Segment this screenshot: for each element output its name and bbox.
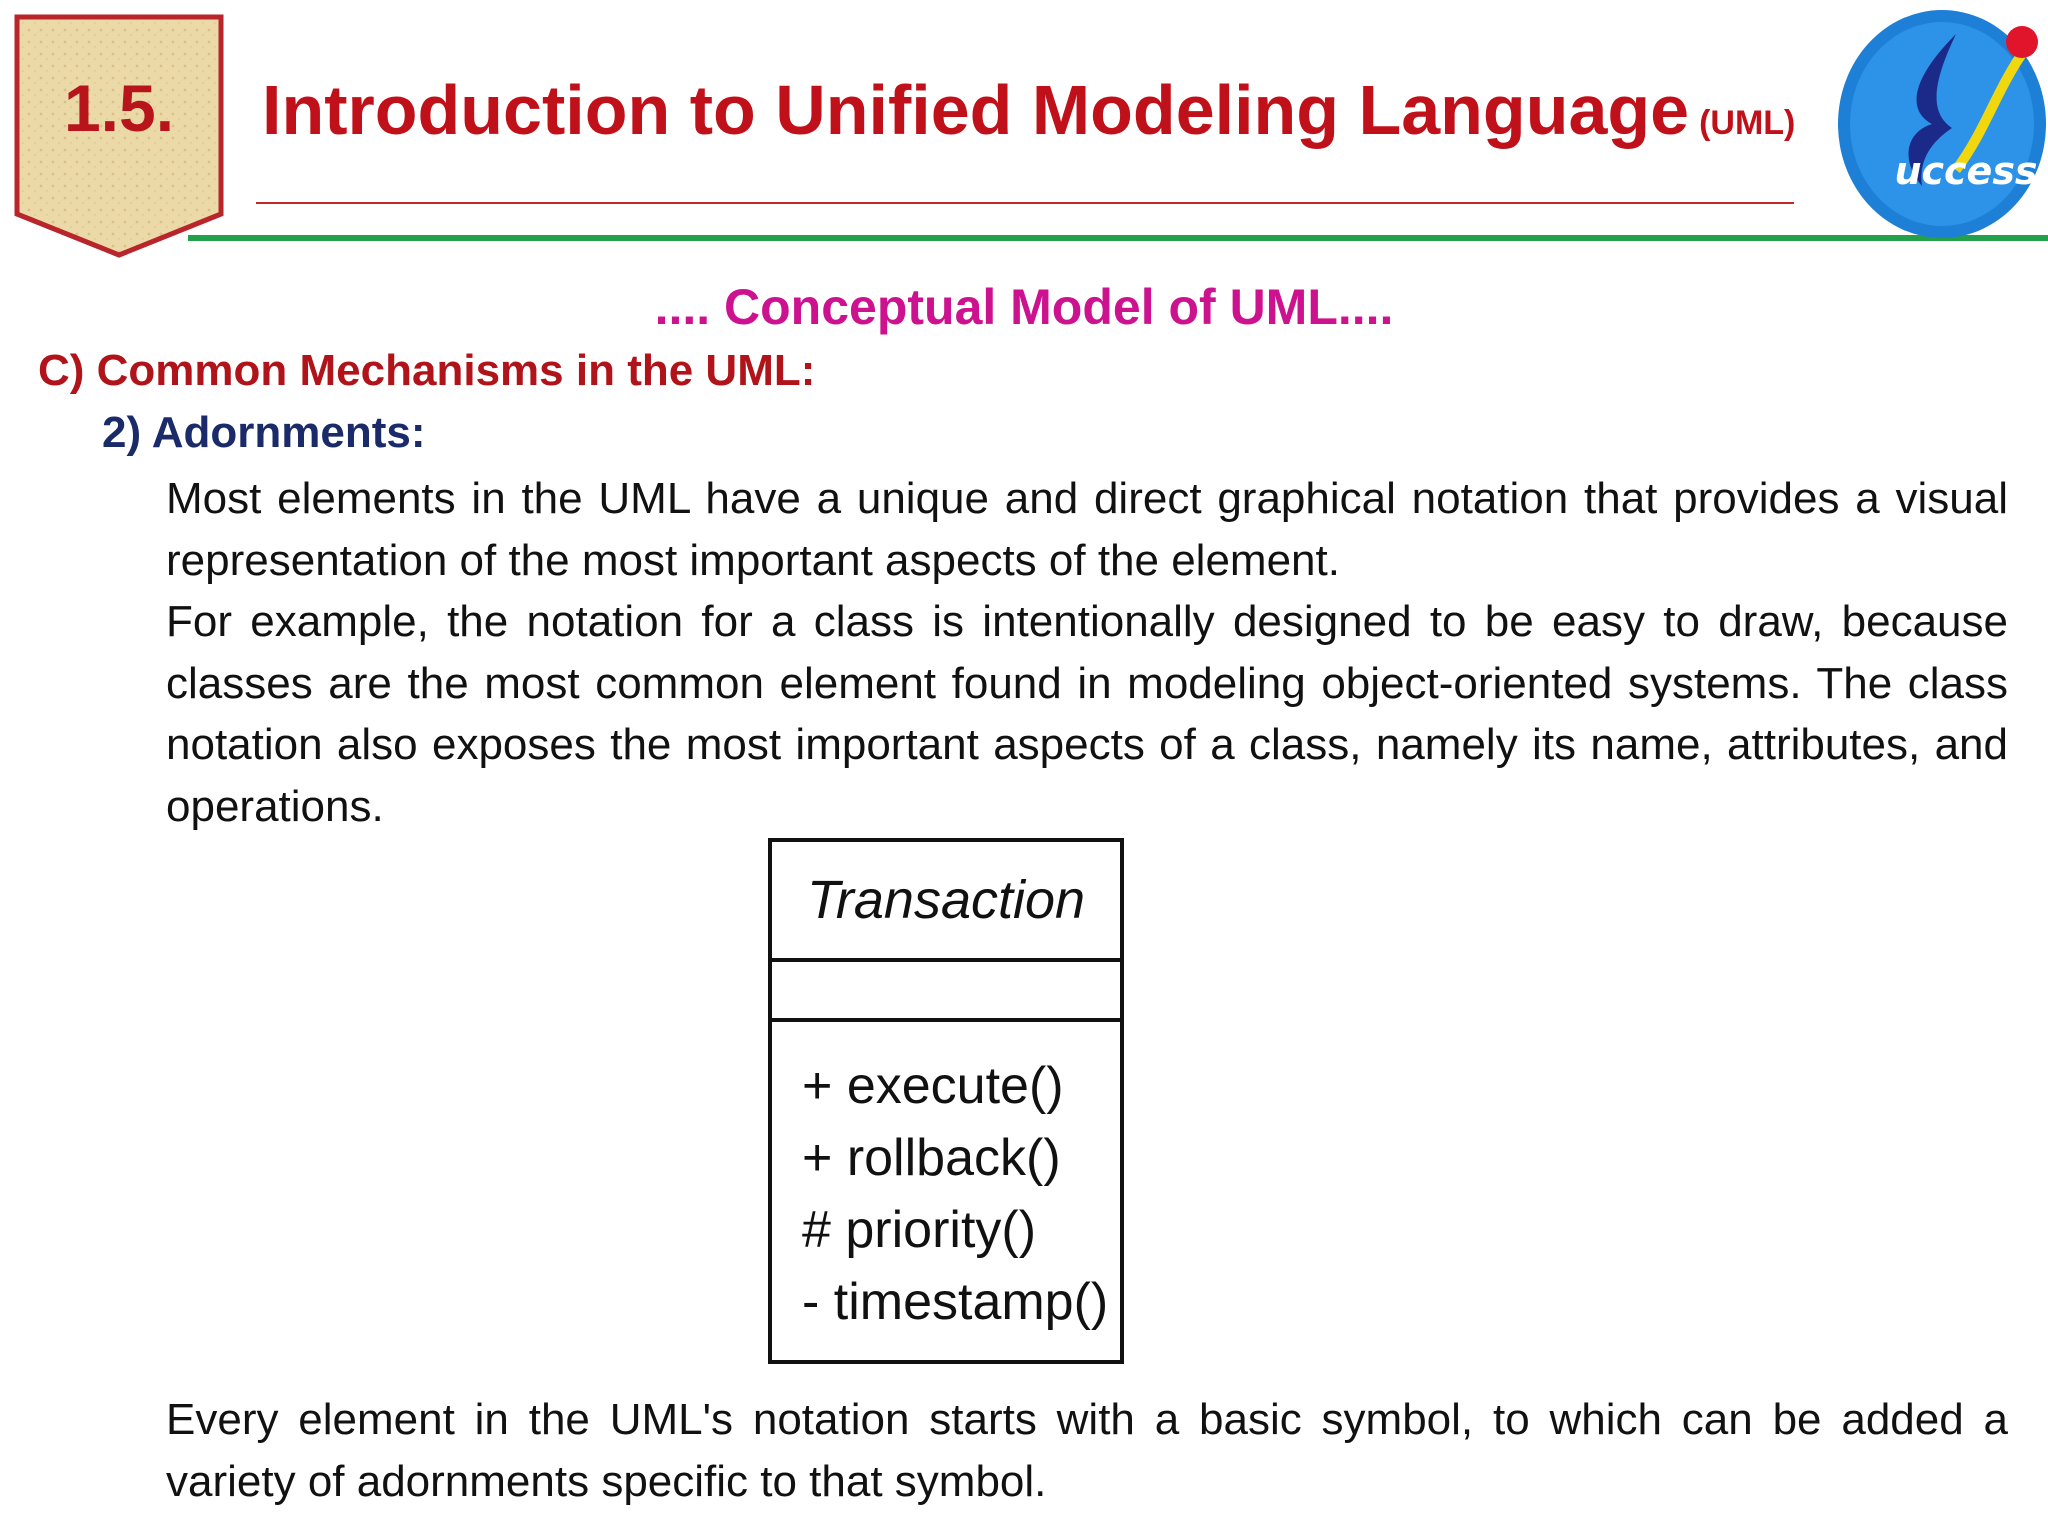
header-divider bbox=[188, 235, 2048, 241]
slide-subtitle: .... Conceptual Model of UML.... bbox=[654, 279, 1394, 335]
paragraph-2: For example, the notation for a class is intentionally designed to be easy to draw, because classes are the most common element found in modeling object-oriented systems. The class notation also exposes the most important aspects of a class, namely its name, attributes, and operations. bbox=[166, 597, 2008, 831]
operation: + execute() bbox=[802, 1057, 1064, 1115]
section-number: 1.5. bbox=[63, 71, 175, 145]
logo-lettering: uccess bbox=[1894, 149, 2038, 193]
success-logo bbox=[1836, 0, 2048, 240]
class-operations-compartment bbox=[772, 1022, 1120, 1338]
class-name: Transaction bbox=[772, 842, 1120, 962]
title-underline bbox=[256, 202, 1794, 204]
title-suffix: (UML) bbox=[1699, 104, 1796, 142]
paragraph-3: Every element in the UML's notation starts with a basic symbol, to which can be added a variety of adornments specific to that symbol. bbox=[166, 1395, 2008, 1506]
heading-adornments: 2) Adornments: bbox=[102, 408, 426, 457]
heading-common-mechanisms: C) Common Mechanisms in the UML: bbox=[38, 346, 816, 395]
title-text: Introduction to Unified Modeling Language bbox=[262, 71, 1690, 149]
page-title bbox=[262, 70, 1795, 150]
uml-class-box bbox=[768, 838, 1124, 1364]
class-attributes-compartment bbox=[772, 962, 1120, 1022]
operation: + rollback() bbox=[802, 1129, 1061, 1187]
operation: - timestamp() bbox=[802, 1273, 1109, 1331]
operation: # priority() bbox=[802, 1201, 1037, 1259]
paragraph-1: Most elements in the UML have a unique and direct graphical notation that provides a visual representation of the most important aspects of the element. bbox=[166, 474, 2008, 585]
